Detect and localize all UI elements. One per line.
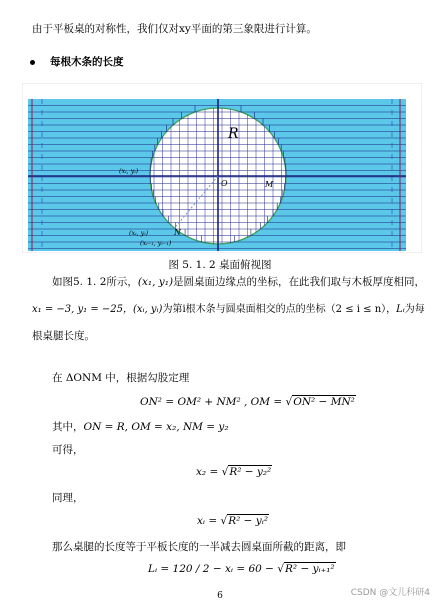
paragraph-5: 同理， [52, 492, 84, 504]
table-top-view-figure [22, 83, 422, 253]
figure-caption: 图 5. 1. 2 桌面俯视图 [168, 259, 272, 271]
paragraph-1-line-1: 如图5. 1. 2所示，(x₁, y₁)是圆桌面边缘点的坐标，在此我们取与木板厚度相同， [52, 276, 426, 288]
label-point-i1: (xᵢ₋₁, yᵢ₋₁) [140, 239, 172, 247]
watermark: CSDN @文儿科研4 [350, 588, 430, 598]
equation-1: ON² = OM² + NM² , OM = √ON² − MN² [140, 396, 355, 408]
label-M: M [265, 180, 274, 189]
intro-text: 由于平板桌的对称性，我们仅对xy平面的第三象限进行计算。 [32, 23, 317, 35]
paragraph-3: 其中，ON = R, OM = x₂, NM = y₂ [52, 421, 229, 433]
equation-2: x₂ = √R² − y₂² [196, 466, 272, 478]
paragraph-1-line-3: 根桌腿长度。 [32, 330, 95, 342]
section-title: 每根木条的长度 [50, 56, 124, 68]
page-number: 6 [217, 591, 223, 601]
equation-4: Lᵢ = 120 / 2 − xᵢ = 60 − √R² − yᵢ₊₁² [148, 563, 335, 575]
label-R: R [228, 126, 239, 142]
label-N: N [174, 228, 181, 237]
bullet-icon [30, 60, 35, 65]
equation-3: xᵢ = √R² − yᵢ² [197, 515, 269, 527]
label-O: O [221, 179, 228, 188]
paragraph-4: 可得， [52, 444, 84, 456]
label-point-ii: (xᵢ, yᵢ) [129, 229, 149, 237]
paragraph-6: 那么桌腿的长度等于平板长度的一半减去圆桌面所截的距离，即 [52, 541, 346, 553]
paragraph-1-line-2: x₁ = −3, y₁ = −25，(xᵢ, yᵢ)为第i根木条与圆桌面相交的点的坐标（2 ≤ i ≤ n），Lᵢ为每 [32, 304, 425, 315]
label-point-i: (xᵢ, yᵢ) [119, 167, 139, 175]
paragraph-2: 在 ΔONM 中，根据勾股定理 [52, 372, 190, 384]
